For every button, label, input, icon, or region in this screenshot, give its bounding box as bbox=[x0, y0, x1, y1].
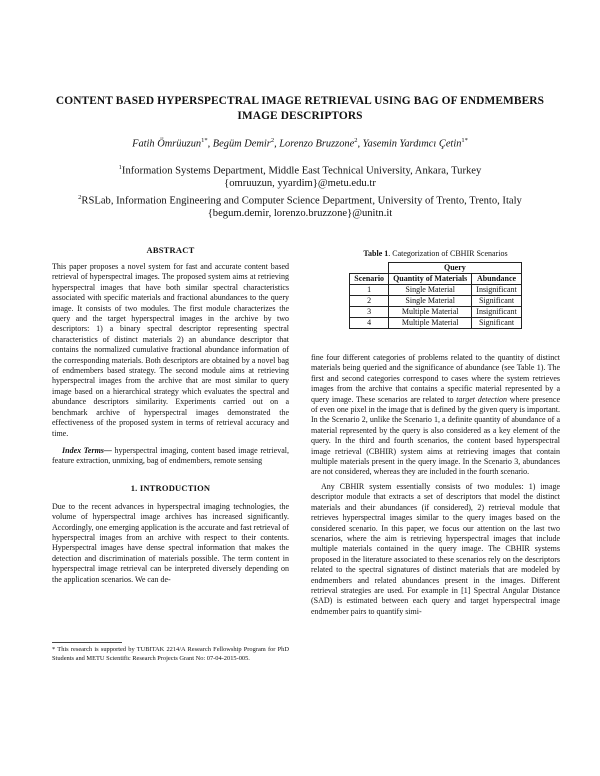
table-header-scenario: Scenario bbox=[350, 274, 389, 285]
table-header-abundance: Abundance bbox=[472, 274, 521, 285]
table-cell: 2 bbox=[350, 296, 389, 307]
author-affil-mark: 2 bbox=[270, 137, 275, 144]
paper-title bbox=[40, 94, 560, 124]
affiliation-mark: 2 bbox=[78, 194, 82, 201]
introduction-text: Due to the recent advances in hyperspectral imaging technologies, the volume of hyperspectral image archives has increased significantly. Accordingly, one emerging application is the accurate and fast retrieval of hyperspectral images from an archive with respect to their contents. Hyperspectral images have dense spectral information that makes the detection and discrimination of materials possible. The term content in hyperspectral image retrieval can be interpreted diversely depending on the application scenarios. We can de- bbox=[52, 501, 289, 584]
index-terms-label: Index Terms— bbox=[62, 445, 112, 455]
table-cell: 3 bbox=[350, 307, 389, 318]
table-row bbox=[350, 307, 521, 318]
table-cell: Insignificant bbox=[472, 307, 521, 318]
right-column-body bbox=[311, 353, 560, 617]
abstract-text: This paper proposes a novel system for fast and accurate content based retrieval of hyperspectral images. The proposed system aims at retrieving hyperspectral images that have both similar spectral characteristics associated with specific materials and fractional abundances to the query image. It consists of two modules. The first module characterizes the query and the target hyperspectral images in the archive by two descriptors: 1) a binary spectral descriptor representing spectral characteristics of distinct materials 2) an abundance descriptor that contains the normalized cumulative fractional abundance information of the corresponding materials. Both descriptors are obtained by a novel bag of endmembers based strategy. The second module aims at retrieving hyperspectral images from the archive that are most similar to query image based on a hierarchical strategy which evaluates the spectral and abundance descriptors similarity. Experiments carried out on a benchmark archive of hyperspectral images demonstrated the effectiveness of the proposed system in terms of retrieval accuracy and time. bbox=[52, 262, 289, 438]
left-column bbox=[52, 245, 289, 585]
table-caption-label: Table 1 bbox=[363, 249, 389, 258]
table-cell: Multiple Material bbox=[389, 318, 472, 329]
index-terms bbox=[52, 446, 289, 467]
author-name: Fatih Ömrüuzun bbox=[132, 138, 202, 150]
table-cell: Multiple Material bbox=[389, 307, 472, 318]
author-affil-mark: 1* bbox=[461, 137, 468, 144]
affiliation-1 bbox=[30, 162, 570, 191]
table-caption bbox=[311, 249, 560, 259]
table-cell: Significant bbox=[472, 318, 521, 329]
body-text: fine four different categories of problems related to the quantity of distinct materials being queried and the significance of abundance (see Table 1). The first and second categories correspond to cases where the system retrieves images from the archive that contains a specific material represented by a query image. These scenarios are related to bbox=[311, 353, 560, 404]
author-name: Yasemin Yardımcı Çetin bbox=[362, 138, 462, 150]
table-group-header: Query bbox=[389, 263, 522, 274]
table-header-quantity: Quantity of Materials bbox=[389, 274, 472, 285]
affiliation-email: {begum.demir, lorenzo.bruzzone}@unitn.it bbox=[207, 208, 393, 220]
affiliation-name: Information Systems Department, Middle East Technical University, Ankara, Turkey bbox=[121, 165, 482, 177]
author-affil-mark: 2 bbox=[354, 137, 358, 144]
title-line-1: CONTENT BASED HYPERSPECTRAL IMAGE RETRIEVAL USING BAG OF ENDMEMBERS bbox=[55, 95, 545, 107]
cbhir-scenarios-table bbox=[349, 262, 521, 329]
title-line-2: IMAGE DESCRIPTORS bbox=[237, 110, 363, 122]
footnote-divider bbox=[52, 642, 122, 643]
right-column bbox=[311, 249, 560, 617]
author-list: Fatih Ömrüuzun$^{1*}$, Begüm Demir$^2$, Lorenzo Bruzzone$^2$, Yasemin Yardımcı Çetin$^{1*}$ bbox=[132, 137, 468, 150]
affiliation-2 bbox=[30, 192, 570, 221]
body-paragraph-1 bbox=[311, 353, 560, 478]
introduction-heading: 1. INTRODUCTION bbox=[130, 482, 211, 493]
table-cell: Significant bbox=[472, 296, 521, 307]
table-cell: Single Material bbox=[389, 285, 472, 296]
author-name: Lorenzo Bruzzone bbox=[279, 138, 355, 150]
table-cell: 1 bbox=[350, 285, 389, 296]
table-caption-text: . Categorization of CBHIR Scenarios bbox=[388, 249, 508, 258]
affiliation-mark: 1 bbox=[118, 164, 122, 171]
footnote: * This research is supported by TUBITAK 2214/A Research Fellowship Program for PhD Students and METU Scientific Research Projects Grant No: 07-04-2015-005. bbox=[52, 646, 289, 662]
abstract-heading: ABSTRACT bbox=[146, 245, 195, 255]
body-paragraph-2: Any CBHIR system essentially consists of two modules: 1) image descriptor module that extracts a set of descriptors that model the distinct materials and their abundances (if considered), 2) retrieval module that retrieves hyperspectral images similar to the query images based on the considered scenario. In this paper, we focus our attention on the last two scenarios, where the aim is retrieving hyperspectral images that include multiple materials contained in the query image. The CBHIR systems proposed in the literature associated to these scenarios rely on the descriptors related to the spectral signatures of distinct materials that are modeled by endmembers and related abundances present in the images. Different retrieval strategies are used. For example in [1] Spectral Angular Distance (SAD) is estimated between each query and target hyperspectral image endmember pairs to quantify simi- bbox=[311, 481, 560, 616]
table-corner-cell bbox=[350, 263, 389, 274]
table-row bbox=[350, 296, 521, 307]
body-emphasis: target detection bbox=[456, 394, 508, 404]
affiliation-name: RSLab, Information Engineering and Computer Science Department, University of Trento, Trento, Italy bbox=[81, 195, 522, 207]
table-cell: 4 bbox=[350, 318, 389, 329]
table-row bbox=[350, 285, 521, 296]
body-text: where presence of even one pixel in the image that is defined by the given query is important. In the Scenario 2, unlike the Scenario 1, a definite quantity of abundance of a material represented by the query is also considered as a key element of the query. In the third and fourth scenarios, the content based hyperspectral image retrieval (CBHIR) system aims at retrieving images that contain multiple materials present in the query image. In the Scenario 3, abundances are not considered, whereas they are included in the fourth scenario. bbox=[311, 394, 560, 477]
table-cell: Single Material bbox=[389, 296, 472, 307]
table-row bbox=[350, 318, 521, 329]
index-terms-text: hyperspectral imaging, content based image retrieval, feature extraction, unmixing, bag of endmembers, remote sensing bbox=[52, 445, 290, 466]
author-name: Begüm Demir bbox=[212, 138, 271, 150]
table-cell: Insignificant bbox=[472, 285, 521, 296]
affiliation-email: {omruuzun, yyardim}@metu.edu.tr bbox=[224, 178, 376, 190]
author-affil-mark: 1* bbox=[201, 137, 208, 144]
